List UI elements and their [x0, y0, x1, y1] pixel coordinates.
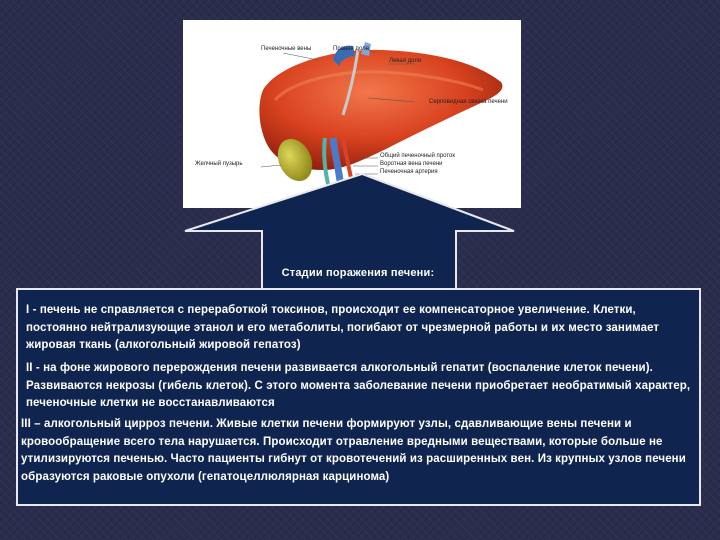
label-hepatic-veins: Печеночные вены	[261, 46, 312, 52]
label-portal-vein: Воротная вена печени	[380, 161, 443, 167]
label-common-bile-duct: Общий печеночный проток	[380, 153, 455, 159]
stage-2-text: II - на фоне жирового перерождения печени развивается алкогольный гепатит (воспаление клеток печени). Развиваются некрозы (гибель клеток). С этого момента заболевание печени приобретает необратимый характер, печеночные клетки не восстанавливаются	[26, 362, 691, 409]
label-right-lobe: Правая доля	[333, 46, 369, 52]
label-hepatic-artery: Печеночная артерия	[380, 169, 438, 175]
stages-title: Стадии поражения печени:	[281, 267, 435, 279]
label-gallbladder: Желчный пузырь	[195, 161, 243, 167]
label-falciform-ligament: Серповидная связка печени	[429, 99, 508, 105]
stage-3-text: III – алкогольный цирроз печени. Живые клетки печени формируют узлы, сдавливающие вены печени и кровообращение всего тела нарушается. Происходит отравление вредными веществами, которые больше не утилизируются печенью. Часто пациенты гибнут от кровотечений из расширенных вен. Из крупных узлов печени образуются раковые опухоли (гепатоцеллюлярная карцинома)	[21, 418, 686, 483]
stage-1-text: I - печень не справляется с переработкой токсинов, происходит ее компенсаторное увеличение. Клетки, постоянно нейтрализующие этанол и его метаболиты, погибают от чрезмерной работы и их место занимает жировая ткань (алкогольный жировой гепатоз)	[26, 304, 660, 351]
stages-box	[16, 288, 701, 506]
label-left-lobe: Левая доля	[389, 58, 422, 64]
